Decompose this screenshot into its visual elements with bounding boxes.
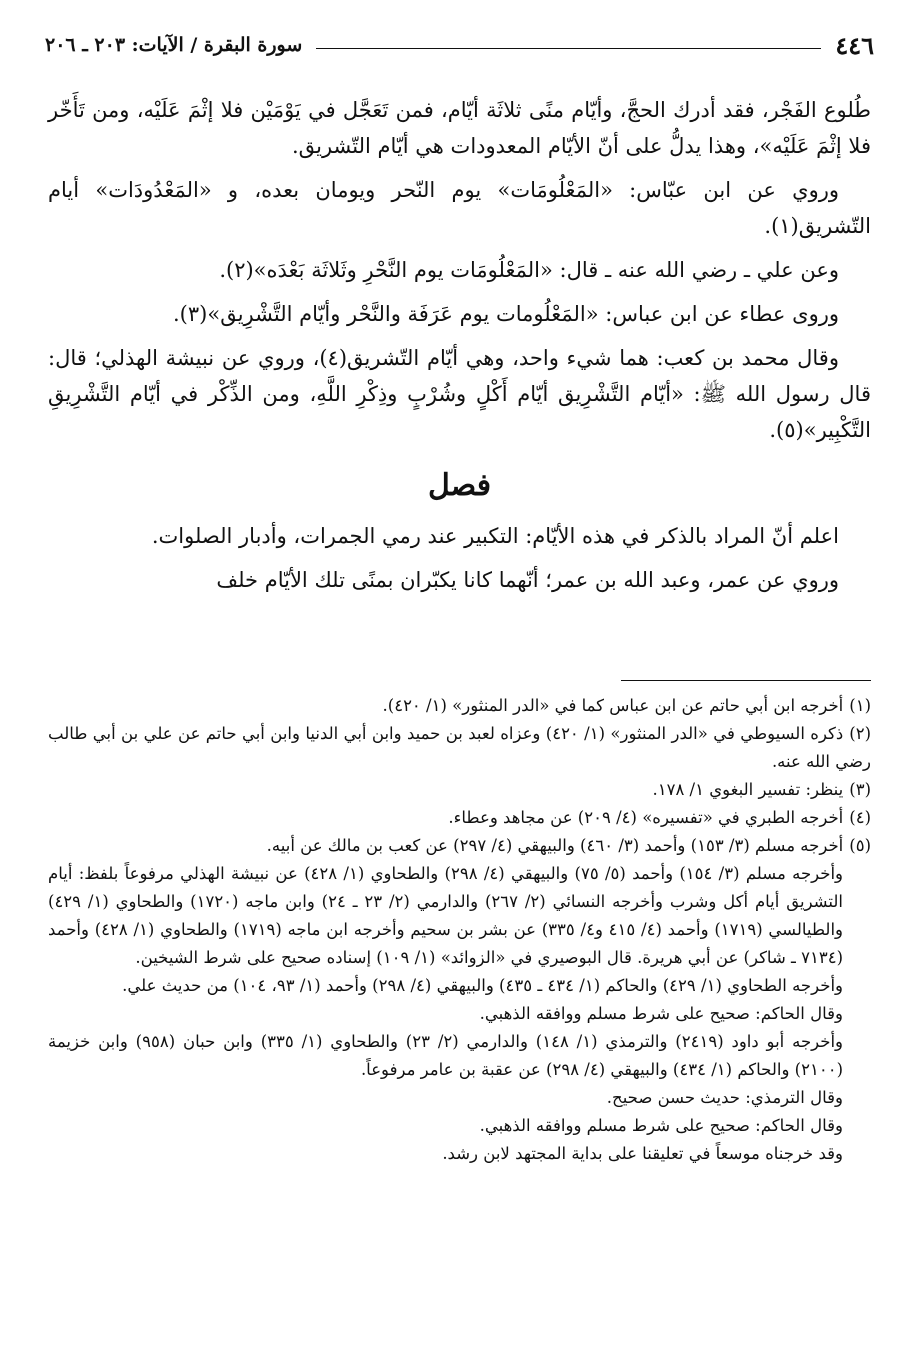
paragraph: وقال محمد بن كعب: هما شيء واحد، وهي أيّام التّشريق(٤)، وروي عن نبيشة الهذلي؛ قال: قال رسول الله ﷺ: «أيّام التَّشْرِيق أيّام أَكْلٍ وشُرْبٍ وذِكْرِ اللَّهِ، ومن الذِّكْر في أيّام التَّشْرِيقِ التَّكْبِير»(٥). [48,346,871,442]
main-text [48,92,871,606]
footnote-text: وقال الحاكم: صحيح على شرط مسلم ووافقه الذهبي. [479,1004,843,1023]
footnote [48,860,871,972]
header-rule [316,48,821,49]
footnotes [48,692,871,1168]
page-number: ٤٤٦ [835,30,874,60]
surah-title: سورة البقرة / الآيات: ٢٠٣ ـ ٢٠٦ [45,34,303,56]
footnote [48,1000,871,1028]
footnote [48,1028,871,1084]
footnote-text: وأخرجه الطحاوي (١/ ٤٢٩) والحاكم (١/ ٤٣٤ ـ ٤٣٥) والبيهقي (٤/ ٢٩٨) وأحمد (١/ ٩٣، ١٠٤) من حديث علي. [122,976,843,995]
footnote [48,972,871,1000]
paragraph: وروي عن عمر، وعبد الله بن عمر؛ أنّهما كانا يكبّران بمنًى تلك الأيّام خلف [216,568,839,592]
footnote [48,692,871,720]
paragraph: وروي عن ابن عبّاس: «المَعْلُومَات» يوم النّحر ويومان بعده، و «المَعْدُودَات» أيام التّشريق(١). [48,178,871,238]
footnote [48,1084,871,1112]
footnote-number: (٥) [849,836,871,855]
footnote-text: وقال الترمذي: حديث حسن صحيح. [606,1088,843,1107]
footnote [48,1112,871,1140]
footnote-text: وأخرجه مسلم (٣/ ١٥٤) وأحمد (٥/ ٧٥) والبيهقي (٤/ ٢٩٨) والطحاوي (١/ ٤٢٨) عن نبيشة الهذلي مرفوعاً بلفظ: أيام التشريق أيام أكل وشرب وأخرجه النسائي (٢/ ٢٦٧) والدارمي (٢/ ٢٣ ـ ٢٤) وابن ماجه (١٧٢٠) والطحاوي (١/ ٤٢٩) والطيالسي (١٧١٩) وأحمد (٤/ ٤١٥ و٤/ ٣٣٥) عن بشر بن سحيم وأخرجه ابن ماجه (١٧١٩) والطحاوي (١/ ٤٢٨) وأحمد (٧١٣٤ ـ شاكر) عن أبي هريرة. قال البوصيري في «الزوائد» (١/ ١٠٩) إسناده صحيح على شرط الشيخين. [48,864,844,967]
paragraph: طُلوع الفَجْر، فقد أدرك الحجَّ، وأيّام منًى ثلاثَة أيّام، فمن تَعَجَّل في يَوْمَيْن فلا إثْمَ عَلَيْه، ومن تَأَخّر فلا إثْمَ عَلَيْه»، وهذا يدلُّ على أنّ الأيّام المعدودات هي أيّام التّشريق. [48,98,871,158]
footnote-text: أخرجه مسلم (٣/ ١٥٣) وأحمد (٣/ ٤٦٠) والبيهقي (٤/ ٢٩٧) عن كعب بن مالك عن أبيه. [266,836,844,855]
footnote-number: (٢) [849,724,871,743]
footnote-text: وقد خرجناه موسعاً في تعليقنا على بداية المجتهد لابن رشد. [442,1144,843,1163]
paragraph: وروى عطاء عن ابن عباس: «المَعْلُومات يوم عَرَفَة والنَّحْر وأيّام التَّشْرِيق»(٣). [173,302,839,326]
footnote-text: ذكره السيوطي في «الدر المنثور» (١/ ٤٢٠) وعزاه لعبد بن حميد وابن أبي الدنيا وابن أبي حاتم عن علي بن أبي طالب رضي الله عنه. [48,724,871,771]
footnote-text: وقال الحاكم: صحيح على شرط مسلم ووافقه الذهبي. [479,1116,843,1135]
footnote [48,776,871,804]
footnote-text: وأخرجه أبو داود (٢٤١٩) والترمذي (١/ ١٤٨) والدارمي (٢/ ٢٣) والطحاوي (١/ ٣٣٥) وابن حبان (٩٥٨) وابن خزيمة (٢١٠٠) والحاكم (١/ ٤٣٤) والبيهقي (٤/ ٢٩٨) عن عقبة بن عامر مرفوعاً. [48,1032,843,1079]
footnote [48,1140,871,1168]
paragraph: اعلم أنّ المراد بالذكر في هذه الأيّام: التكبير عند رمي الجمرات، وأدبار الصلوات. [151,524,839,548]
footnote-number: (١) [849,696,871,715]
footnote-divider [621,680,871,681]
page-header [45,28,874,62]
footnote-number: (٣) [849,780,871,799]
footnote [48,720,871,776]
footnote-number: (٤) [849,808,871,827]
footnote-text: أخرجه الطبري في «تفسيره» (٤/ ٢٠٩) عن مجاهد وعطاء. [448,808,844,827]
section-heading: فصل [427,468,492,503]
footnote-text: أخرجه ابن أبي حاتم عن ابن عباس كما في «الدر المنثور» (١/ ٤٢٠). [382,696,844,715]
paragraph: وعن علي ـ رضي الله عنه ـ قال: «المَعْلُومَات يوم النَّحْرِ وثَلاثَة بَعْدَه»(٢). [219,258,839,282]
footnote [48,804,871,832]
footnote-text: ينظر: تفسير البغوي ١/ ١٧٨. [652,780,844,799]
footnote [48,832,871,860]
